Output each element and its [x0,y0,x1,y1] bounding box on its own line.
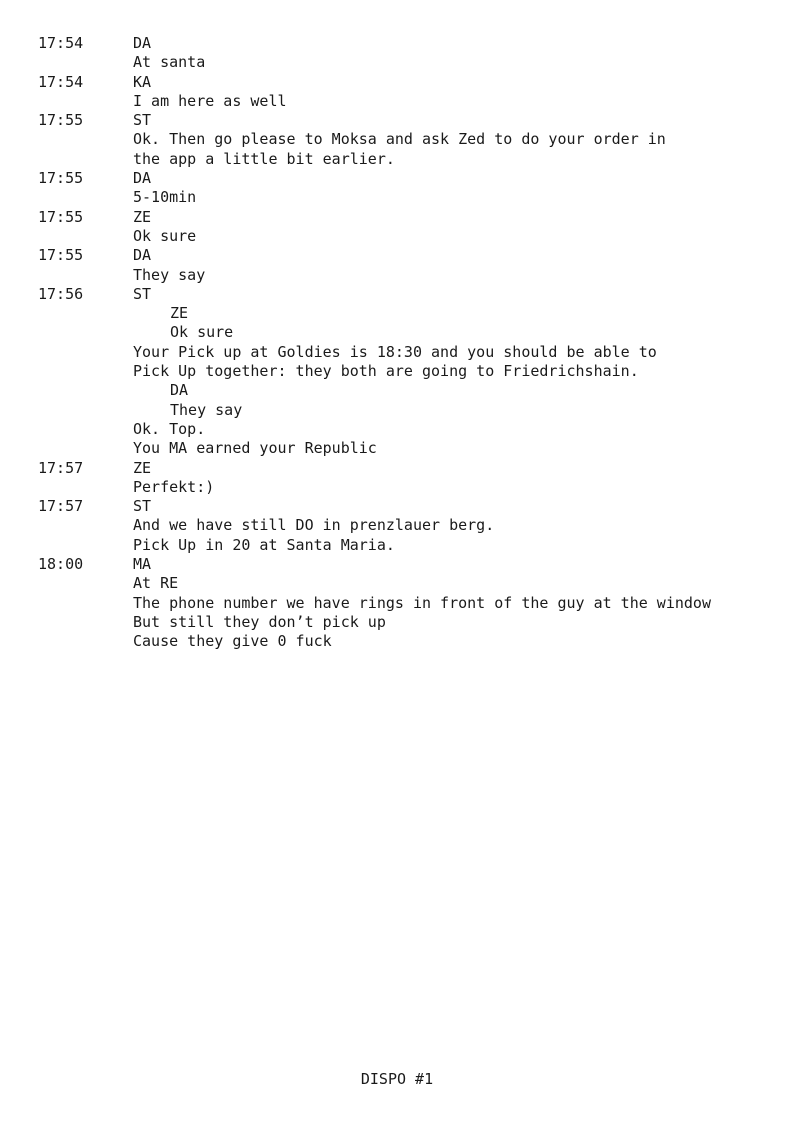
message-body [133,497,778,555]
message-body [133,555,778,651]
message-sender: DA [133,169,152,188]
message-entry [38,285,778,459]
message-body [133,73,778,112]
message-line: Your Pick up at Goldies is 18:30 and you should be able to [133,342,657,361]
message-sender: ZE [133,207,152,226]
message-sender: ZE [133,458,152,477]
message-sender: ST [133,284,152,303]
message-entry [38,111,778,169]
message-line: I am here as well [133,91,287,110]
page-footer: DISPO #1 [360,1070,434,1088]
message-line: Ok. Then go please to Moksa and ask Zed to do your order in [133,130,666,149]
message-entry [38,73,778,112]
message-entry [38,169,778,208]
message-entry [38,459,778,498]
message-line: Cause they give 0 fuck [133,632,332,651]
quoted-line: Ok sure [170,323,234,342]
message-body [133,208,778,247]
message-line: You MA earned your Republic [133,439,377,458]
message-line: 5-10min [133,188,197,207]
message-timestamp: 17:55 [38,246,84,265]
message-entry [38,555,778,651]
message-sender: KA [133,72,152,91]
message-body [133,34,778,73]
message-timestamp: 17:55 [38,207,84,226]
message-entry [38,497,778,555]
message-line: But still they don’t pick up [133,612,386,631]
message-sender: DA [133,246,152,265]
message-entry [38,34,778,73]
message-line: The phone number we have rings in front of the guy at the window [133,593,711,612]
message-body [133,169,778,208]
quoted-line: DA [170,381,189,400]
message-timestamp: 17:56 [38,284,84,303]
message-timestamp: 17:55 [38,169,84,188]
message-line: At santa [133,53,206,72]
message-sender: MA [133,555,152,574]
message-body [133,459,778,498]
message-body [133,246,778,285]
message-line: They say [133,265,206,284]
message-timestamp: 17:54 [38,72,84,91]
quoted-line: ZE [170,304,189,323]
message-line: Pick Up together: they both are going to Friedrichshain. [133,362,639,381]
message-line: At RE [133,574,179,593]
message-line: Perfekt:) [133,477,215,496]
message-line: the app a little bit earlier. [133,149,395,168]
message-sender: ST [133,111,152,130]
message-line: Pick Up in 20 at Santa Maria. [133,535,395,554]
message-line: And we have still DO in prenzlauer berg. [133,516,495,535]
message-timestamp: 18:00 [38,555,84,574]
message-timestamp: 17:57 [38,497,84,516]
message-sender: DA [133,34,152,52]
message-body [133,111,778,169]
message-entry [38,246,778,285]
quoted-line: They say [170,400,243,419]
chat-log [38,34,778,652]
message-line: Ok sure [133,226,197,245]
message-timestamp: 17:55 [38,111,84,130]
message-sender: ST [133,497,152,516]
message-timestamp: 17:57 [38,458,84,477]
message-line: Ok. Top. [133,419,206,438]
message-entry [38,208,778,247]
message-body [133,285,778,459]
message-timestamp: 17:54 [38,34,84,52]
